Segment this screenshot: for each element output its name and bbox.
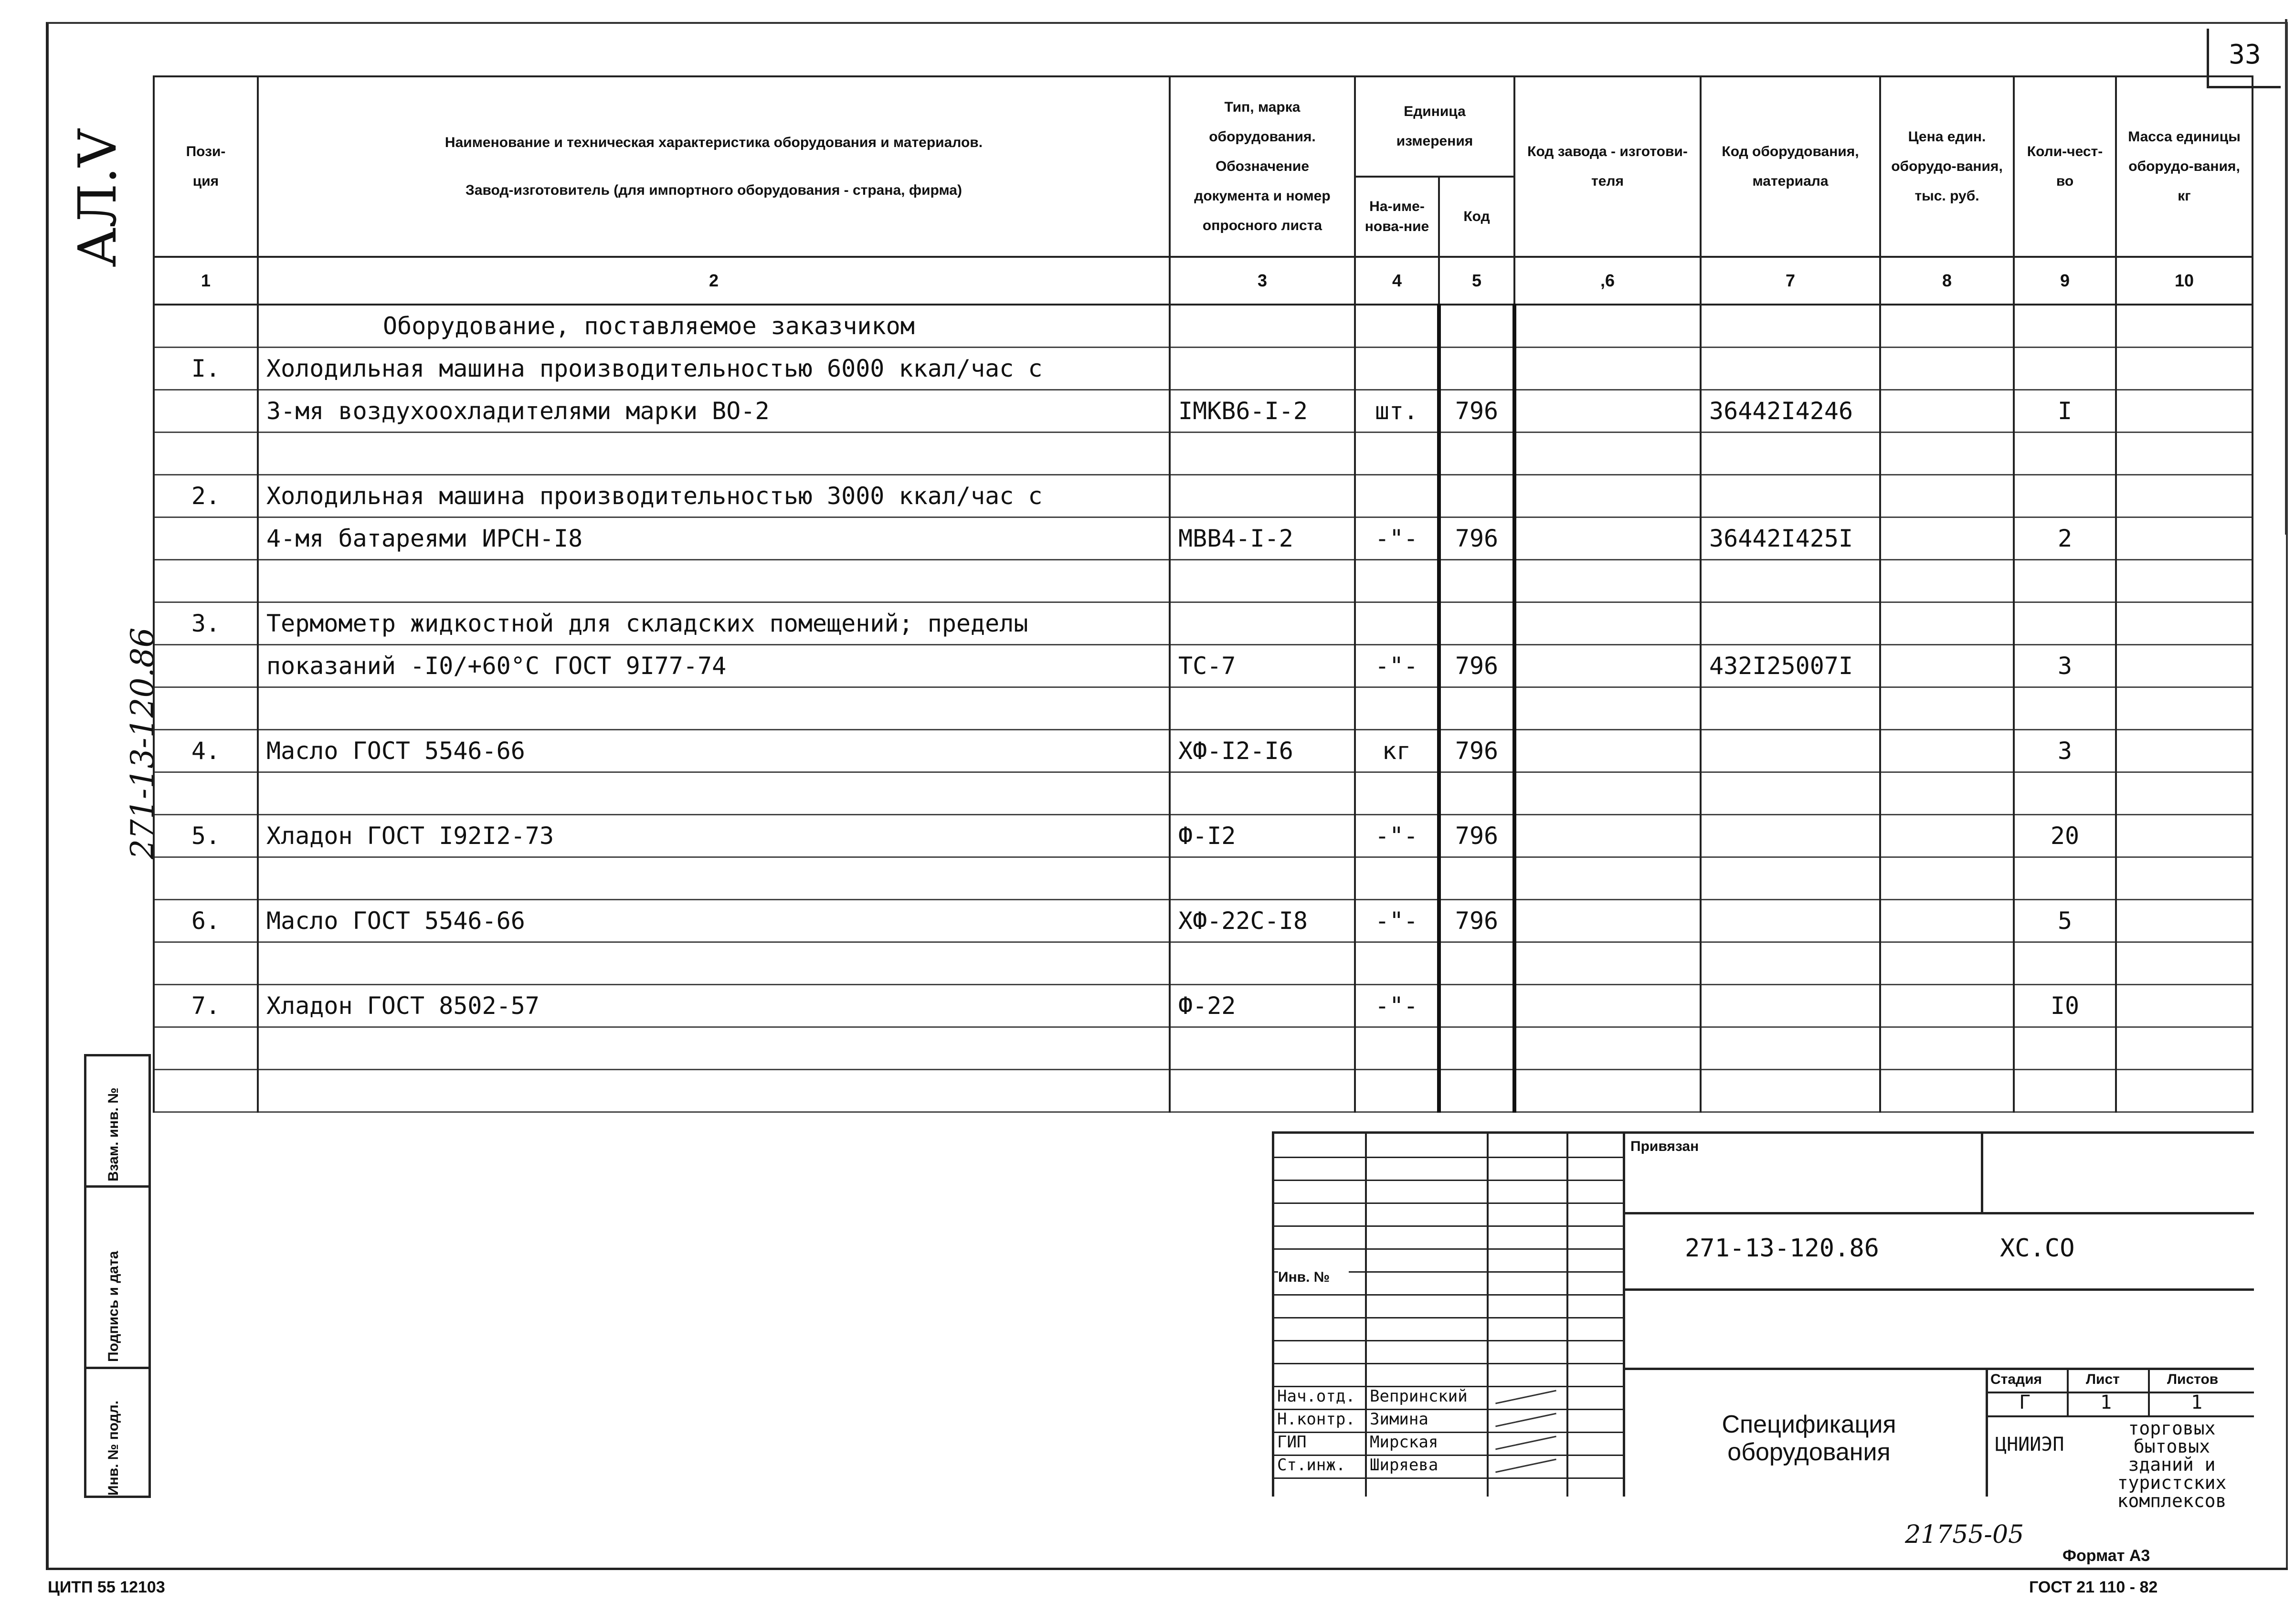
- row-qty: [2014, 432, 2116, 475]
- row-pos: [154, 942, 258, 985]
- row-mass: [2116, 390, 2253, 432]
- grid-line: [1566, 1134, 1568, 1497]
- grid-line: [1274, 1248, 1623, 1250]
- org-name: торговых бытовых зданий и туристских комплексов: [2117, 1418, 2227, 1511]
- row-name: Оборудование, поставляемое заказчиком: [258, 305, 1170, 348]
- row-mass: [2116, 772, 2253, 815]
- row-unit-code: 796: [1439, 517, 1514, 560]
- table-row: [154, 645, 2253, 687]
- table-row: [154, 432, 2253, 475]
- row-type: Ф-22: [1170, 985, 1355, 1027]
- table-row: [154, 942, 2253, 985]
- row-qty: [2014, 1027, 2116, 1070]
- row-mass: [2116, 815, 2253, 857]
- signature-name: Вепринский: [1370, 1387, 1468, 1406]
- row-pos: [154, 857, 258, 900]
- signature-role: Нач.отд.: [1277, 1387, 1355, 1406]
- title-block-left: [1274, 1134, 1625, 1497]
- row-unit-code: [1439, 1070, 1514, 1112]
- row-unit: [1355, 687, 1439, 730]
- row-unit-code: [1439, 1027, 1514, 1070]
- row-unit: [1355, 942, 1439, 985]
- stage-label: Стадия: [1990, 1371, 2042, 1387]
- row-equip-code: [1701, 348, 1880, 390]
- grid-line: [1274, 1432, 1623, 1433]
- sheet-number: 33: [2207, 29, 2281, 88]
- col-head-type: Тип, марка оборудования. Обозначение документа и номер опросного листа: [1170, 76, 1355, 257]
- row-price: [1880, 815, 2014, 857]
- row-type: [1170, 1027, 1355, 1070]
- row-type: [1170, 687, 1355, 730]
- col-head-price: Цена един. оборудо-вания, тыс. руб.: [1880, 76, 2014, 257]
- grid-line: [1274, 1294, 1623, 1296]
- row-name: [258, 687, 1170, 730]
- row-mass: [2116, 645, 2253, 687]
- row-equip-code: [1701, 602, 1880, 645]
- row-type: [1170, 857, 1355, 900]
- row-plant-code: [1514, 985, 1701, 1027]
- row-name: 3-мя воздухоохладителями марки ВО-2: [258, 390, 1170, 432]
- row-plant-code: [1514, 900, 1701, 942]
- row-unit: -"-: [1355, 900, 1439, 942]
- sheet-value: 1: [2100, 1392, 2112, 1413]
- row-name: 4-мя батареями ИРСН-I8: [258, 517, 1170, 560]
- table-row: [154, 815, 2253, 857]
- sheets-value: 1: [2191, 1392, 2203, 1413]
- row-name: [258, 857, 1170, 900]
- row-pos: 7.: [154, 985, 258, 1027]
- col-number: 9: [2014, 257, 2116, 305]
- row-price: [1880, 857, 2014, 900]
- col-head-plant-code: Код завода - изготови-теля: [1514, 76, 1701, 257]
- specification-body: [154, 305, 2253, 1112]
- row-pos: 6.: [154, 900, 258, 942]
- row-unit-code: [1439, 687, 1514, 730]
- row-type: [1170, 602, 1355, 645]
- row-price: [1880, 517, 2014, 560]
- row-plant-code: [1514, 560, 1701, 602]
- row-qty: 2: [2014, 517, 2116, 560]
- row-unit-code: [1439, 348, 1514, 390]
- row-price: [1880, 602, 2014, 645]
- org-code: ЦНИИЭП: [1995, 1434, 2064, 1455]
- col-head-name: Наименование и техническая характеристика оборудования и материалов. Завод-изготовитель (для импортного оборудования - страна, фирма): [258, 76, 1170, 257]
- row-price: [1880, 687, 2014, 730]
- footer-gost: ГОСТ 21 110 - 82: [2029, 1578, 2158, 1596]
- signature-name: Мирская: [1370, 1433, 1438, 1452]
- signature-role: Н.контр.: [1277, 1410, 1355, 1429]
- row-mass: [2116, 348, 2253, 390]
- row-unit-code: 796: [1439, 815, 1514, 857]
- table-row: [154, 517, 2253, 560]
- row-mass: [2116, 1027, 2253, 1070]
- row-pos: 3.: [154, 602, 258, 645]
- stamp-label-signature-date: Подпись и дата: [106, 1251, 121, 1362]
- row-plant-code: [1514, 815, 1701, 857]
- row-equip-code: [1701, 815, 1880, 857]
- row-type: [1170, 305, 1355, 348]
- row-unit-code: [1439, 942, 1514, 985]
- row-pos: [154, 432, 258, 475]
- signature-role: ГИП: [1277, 1433, 1307, 1452]
- row-plant-code: [1514, 687, 1701, 730]
- row-mass: [2116, 687, 2253, 730]
- row-qty: [2014, 602, 2116, 645]
- row-unit-code: [1439, 602, 1514, 645]
- row-equip-code: [1701, 305, 1880, 348]
- frame-bottom-line: [46, 1568, 2288, 1570]
- row-unit: [1355, 1027, 1439, 1070]
- row-unit: шт.: [1355, 390, 1439, 432]
- format-label: Формат А3: [2062, 1547, 2150, 1565]
- row-pos: 5.: [154, 815, 258, 857]
- grid-line: [1981, 1134, 1983, 1212]
- row-plant-code: [1514, 432, 1701, 475]
- row-qty: [2014, 1070, 2116, 1112]
- row-mass: [2116, 432, 2253, 475]
- grid-line: [1365, 1134, 1367, 1497]
- row-mass: [2116, 857, 2253, 900]
- grid-line: [1623, 1288, 2254, 1291]
- footer-left-code: ЦИТП 55 12103: [48, 1578, 165, 1596]
- row-plant-code: [1514, 857, 1701, 900]
- row-pos: [154, 517, 258, 560]
- col-head-mass: Масса единицы оборудо-вания, кг: [2116, 76, 2253, 257]
- row-name: [258, 1027, 1170, 1070]
- row-unit: [1355, 305, 1439, 348]
- stamp-label-replaced-inv: Взам. инв. №: [106, 1087, 121, 1181]
- row-price: [1880, 942, 2014, 985]
- row-unit-code: [1439, 857, 1514, 900]
- row-mass: [2116, 560, 2253, 602]
- row-type: [1170, 475, 1355, 517]
- row-qty: 5: [2014, 900, 2116, 942]
- row-unit: [1355, 857, 1439, 900]
- row-qty: [2014, 942, 2116, 985]
- row-price: [1880, 645, 2014, 687]
- table-row: [154, 857, 2253, 900]
- col-number: 1: [154, 257, 258, 305]
- row-pos: [154, 645, 258, 687]
- grid-line: [2067, 1368, 2069, 1415]
- grid-line: [1623, 1368, 2254, 1370]
- col-number: 5: [1439, 257, 1514, 305]
- row-price: [1880, 985, 2014, 1027]
- row-pos: I.: [154, 348, 258, 390]
- row-unit: -"-: [1355, 985, 1439, 1027]
- grid-line: [1487, 1134, 1489, 1497]
- table-row: [154, 772, 2253, 815]
- row-mass: [2116, 1070, 2253, 1112]
- row-unit: -"-: [1355, 815, 1439, 857]
- row-type: [1170, 772, 1355, 815]
- row-qty: [2014, 857, 2116, 900]
- row-mass: [2116, 900, 2253, 942]
- row-unit-code: [1439, 985, 1514, 1027]
- left-margin-handwritten-doc: 271-13-120.86: [124, 627, 161, 859]
- stamp-separator: [86, 1185, 148, 1188]
- row-unit-code: [1439, 305, 1514, 348]
- grid-line: [2148, 1368, 2150, 1415]
- row-equip-code: [1701, 772, 1880, 815]
- table-row: [154, 475, 2253, 517]
- row-pos: [154, 772, 258, 815]
- row-unit: [1355, 1070, 1439, 1112]
- grid-line: [1274, 1477, 1623, 1479]
- row-plant-code: [1514, 645, 1701, 687]
- title-block: [1272, 1131, 2254, 1511]
- row-unit-code: 796: [1439, 645, 1514, 687]
- row-unit: [1355, 475, 1439, 517]
- row-mass: [2116, 602, 2253, 645]
- row-qty: 3: [2014, 730, 2116, 772]
- col-number: 3: [1170, 257, 1355, 305]
- row-price: [1880, 390, 2014, 432]
- row-plant-code: [1514, 517, 1701, 560]
- row-name: [258, 772, 1170, 815]
- row-unit-code: [1439, 560, 1514, 602]
- row-equip-code: [1701, 560, 1880, 602]
- row-price: [1880, 900, 2014, 942]
- row-pos: [154, 390, 258, 432]
- row-equip-code: 432I25007I: [1701, 645, 1880, 687]
- col-head-unit-code: Код: [1439, 177, 1514, 257]
- row-equip-code: [1701, 942, 1880, 985]
- row-pos: [154, 560, 258, 602]
- row-unit-code: [1439, 432, 1514, 475]
- row-qty: [2014, 687, 2116, 730]
- col-number: 2: [258, 257, 1170, 305]
- table-row: [154, 348, 2253, 390]
- grid-line: [1274, 1202, 1623, 1204]
- col-number: 10: [2116, 257, 2253, 305]
- row-plant-code: [1514, 942, 1701, 985]
- grid-line: [1986, 1415, 2254, 1417]
- row-plant-code: [1514, 1070, 1701, 1112]
- grid-line: [1274, 1340, 1623, 1341]
- row-unit: -"-: [1355, 517, 1439, 560]
- left-approval-stamp: [84, 1054, 151, 1498]
- specification-table: [153, 75, 2253, 1113]
- row-pos: [154, 1070, 258, 1112]
- row-equip-code: [1701, 475, 1880, 517]
- row-equip-code: [1701, 1027, 1880, 1070]
- row-qty: 20: [2014, 815, 2116, 857]
- row-equip-code: [1701, 432, 1880, 475]
- table-row: [154, 687, 2253, 730]
- column-number-row: [154, 257, 2253, 305]
- col-head-pos: Пози- ция: [154, 76, 258, 257]
- sheet-label: Лист: [2086, 1371, 2120, 1387]
- row-mass: [2116, 985, 2253, 1027]
- row-price: [1880, 305, 2014, 348]
- table-row: [154, 305, 2253, 348]
- row-price: [1880, 348, 2014, 390]
- signature-name: Зимина: [1370, 1410, 1428, 1429]
- row-unit-code: [1439, 475, 1514, 517]
- row-qty: I0: [2014, 985, 2116, 1027]
- row-pos: [154, 687, 258, 730]
- doc-code: ХС.СО: [2000, 1234, 2075, 1263]
- row-unit-code: 796: [1439, 900, 1514, 942]
- row-type: МВВ4-I-2: [1170, 517, 1355, 560]
- row-pos: 4.: [154, 730, 258, 772]
- doc-title: Спецификация оборудования: [1722, 1411, 1896, 1466]
- row-unit-code: [1439, 772, 1514, 815]
- signature-name: Ширяева: [1370, 1455, 1438, 1475]
- row-equip-code: [1701, 985, 1880, 1027]
- stage-value: Г: [2019, 1392, 2031, 1413]
- doc-number: 271-13-120.86: [1685, 1234, 1879, 1263]
- col-head-qty: Коли-чест-во: [2014, 76, 2116, 257]
- row-equip-code: [1701, 730, 1880, 772]
- row-unit-code: 796: [1439, 390, 1514, 432]
- row-mass: [2116, 517, 2253, 560]
- grid-line: [1274, 1157, 1623, 1158]
- signature-role: Ст.инж.: [1277, 1455, 1346, 1475]
- frame-right-line: [2285, 19, 2287, 535]
- row-plant-code: [1514, 348, 1701, 390]
- col-number: ,6: [1514, 257, 1701, 305]
- row-unit-code: 796: [1439, 730, 1514, 772]
- row-mass: [2116, 942, 2253, 985]
- row-name: [258, 560, 1170, 602]
- col-number: 8: [1880, 257, 2014, 305]
- row-price: [1880, 730, 2014, 772]
- table-row: [154, 985, 2253, 1027]
- row-equip-code: 36442I425I: [1701, 517, 1880, 560]
- row-unit: кг: [1355, 730, 1439, 772]
- left-margin-code: АЛ.V: [67, 129, 128, 267]
- row-pos: [154, 305, 258, 348]
- row-qty: [2014, 560, 2116, 602]
- row-equip-code: [1701, 1070, 1880, 1112]
- row-unit: [1355, 772, 1439, 815]
- row-name: Масло ГОСТ 5546-66: [258, 900, 1170, 942]
- row-plant-code: [1514, 772, 1701, 815]
- row-name: Хладон ГОСТ 8502-57: [258, 985, 1170, 1027]
- row-pos: [154, 1027, 258, 1070]
- grid-line: [1623, 1212, 2254, 1214]
- row-qty: I: [2014, 390, 2116, 432]
- row-mass: [2116, 475, 2253, 517]
- row-type: [1170, 1070, 1355, 1112]
- row-name: Масло ГОСТ 5546-66: [258, 730, 1170, 772]
- table-row: [154, 390, 2253, 432]
- row-type: [1170, 942, 1355, 985]
- row-qty: [2014, 475, 2116, 517]
- table-row: [154, 900, 2253, 942]
- row-type: Ф-I2: [1170, 815, 1355, 857]
- row-type: [1170, 560, 1355, 602]
- row-price: [1880, 560, 2014, 602]
- row-price: [1880, 475, 2014, 517]
- row-unit: -"-: [1355, 645, 1439, 687]
- stamp-label-orig-inv: Инв. № подл.: [106, 1400, 121, 1496]
- row-name: Хладон ГОСТ I92I2-73: [258, 815, 1170, 857]
- col-number: 7: [1701, 257, 1880, 305]
- row-name: Термометр жидкостной для складских помещений; пределы: [258, 602, 1170, 645]
- col-number: 4: [1355, 257, 1439, 305]
- row-qty: 3: [2014, 645, 2116, 687]
- row-plant-code: [1514, 390, 1701, 432]
- sheets-label: Листов: [2167, 1371, 2219, 1387]
- row-unit: [1355, 432, 1439, 475]
- row-type: [1170, 432, 1355, 475]
- row-plant-code: [1514, 475, 1701, 517]
- row-plant-code: [1514, 1027, 1701, 1070]
- row-equip-code: [1701, 857, 1880, 900]
- row-plant-code: [1514, 305, 1701, 348]
- row-type: [1170, 348, 1355, 390]
- grid-line: [1986, 1368, 1988, 1497]
- row-qty: [2014, 305, 2116, 348]
- handwritten-number: 21755-05: [1905, 1520, 2024, 1549]
- row-type: ТС-7: [1170, 645, 1355, 687]
- row-pos: 2.: [154, 475, 258, 517]
- row-name: показаний -I0/+60°С ГОСТ 9I77-74: [258, 645, 1170, 687]
- row-name: [258, 942, 1170, 985]
- col-head-unit-name: На-име-нова-ние: [1355, 177, 1439, 257]
- row-mass: [2116, 305, 2253, 348]
- table-row: [154, 1070, 2253, 1112]
- stamp-separator: [86, 1367, 148, 1369]
- table-row: [154, 602, 2253, 645]
- row-unit: [1355, 560, 1439, 602]
- row-name: [258, 432, 1170, 475]
- row-qty: [2014, 772, 2116, 815]
- row-unit: [1355, 602, 1439, 645]
- row-name: [258, 1070, 1170, 1112]
- grid-line: [1274, 1317, 1623, 1318]
- row-equip-code: 36442I4246: [1701, 390, 1880, 432]
- row-equip-code: [1701, 687, 1880, 730]
- row-price: [1880, 432, 2014, 475]
- row-equip-code: [1701, 900, 1880, 942]
- row-plant-code: [1514, 602, 1701, 645]
- row-unit: [1355, 348, 1439, 390]
- row-name: Холодильная машина производительностью 6000 ккал/час с: [258, 348, 1170, 390]
- row-type: IМКВ6-I-2: [1170, 390, 1355, 432]
- grid-line: [1274, 1180, 1623, 1181]
- row-plant-code: [1514, 730, 1701, 772]
- row-qty: [2014, 348, 2116, 390]
- row-price: [1880, 1027, 2014, 1070]
- table-row: [154, 730, 2253, 772]
- grid-line: [1274, 1363, 1623, 1364]
- inv-no-label: Инв. №: [1278, 1269, 1349, 1286]
- col-head-equip-code: Код оборудования, материала: [1701, 76, 1880, 257]
- privyazan-label: Привязан: [1630, 1139, 1699, 1154]
- row-type: ХФ-22С-I8: [1170, 900, 1355, 942]
- grid-line: [1274, 1225, 1623, 1227]
- table-row: [154, 560, 2253, 602]
- row-type: ХФ-I2-I6: [1170, 730, 1355, 772]
- row-price: [1880, 1070, 2014, 1112]
- col-head-unit-group: Единица измерения: [1355, 76, 1514, 177]
- header-row-1: [154, 76, 2253, 177]
- row-mass: [2116, 730, 2253, 772]
- row-name: Холодильная машина производительностью 3000 ккал/час с: [258, 475, 1170, 517]
- table-row: [154, 1027, 2253, 1070]
- row-price: [1880, 772, 2014, 815]
